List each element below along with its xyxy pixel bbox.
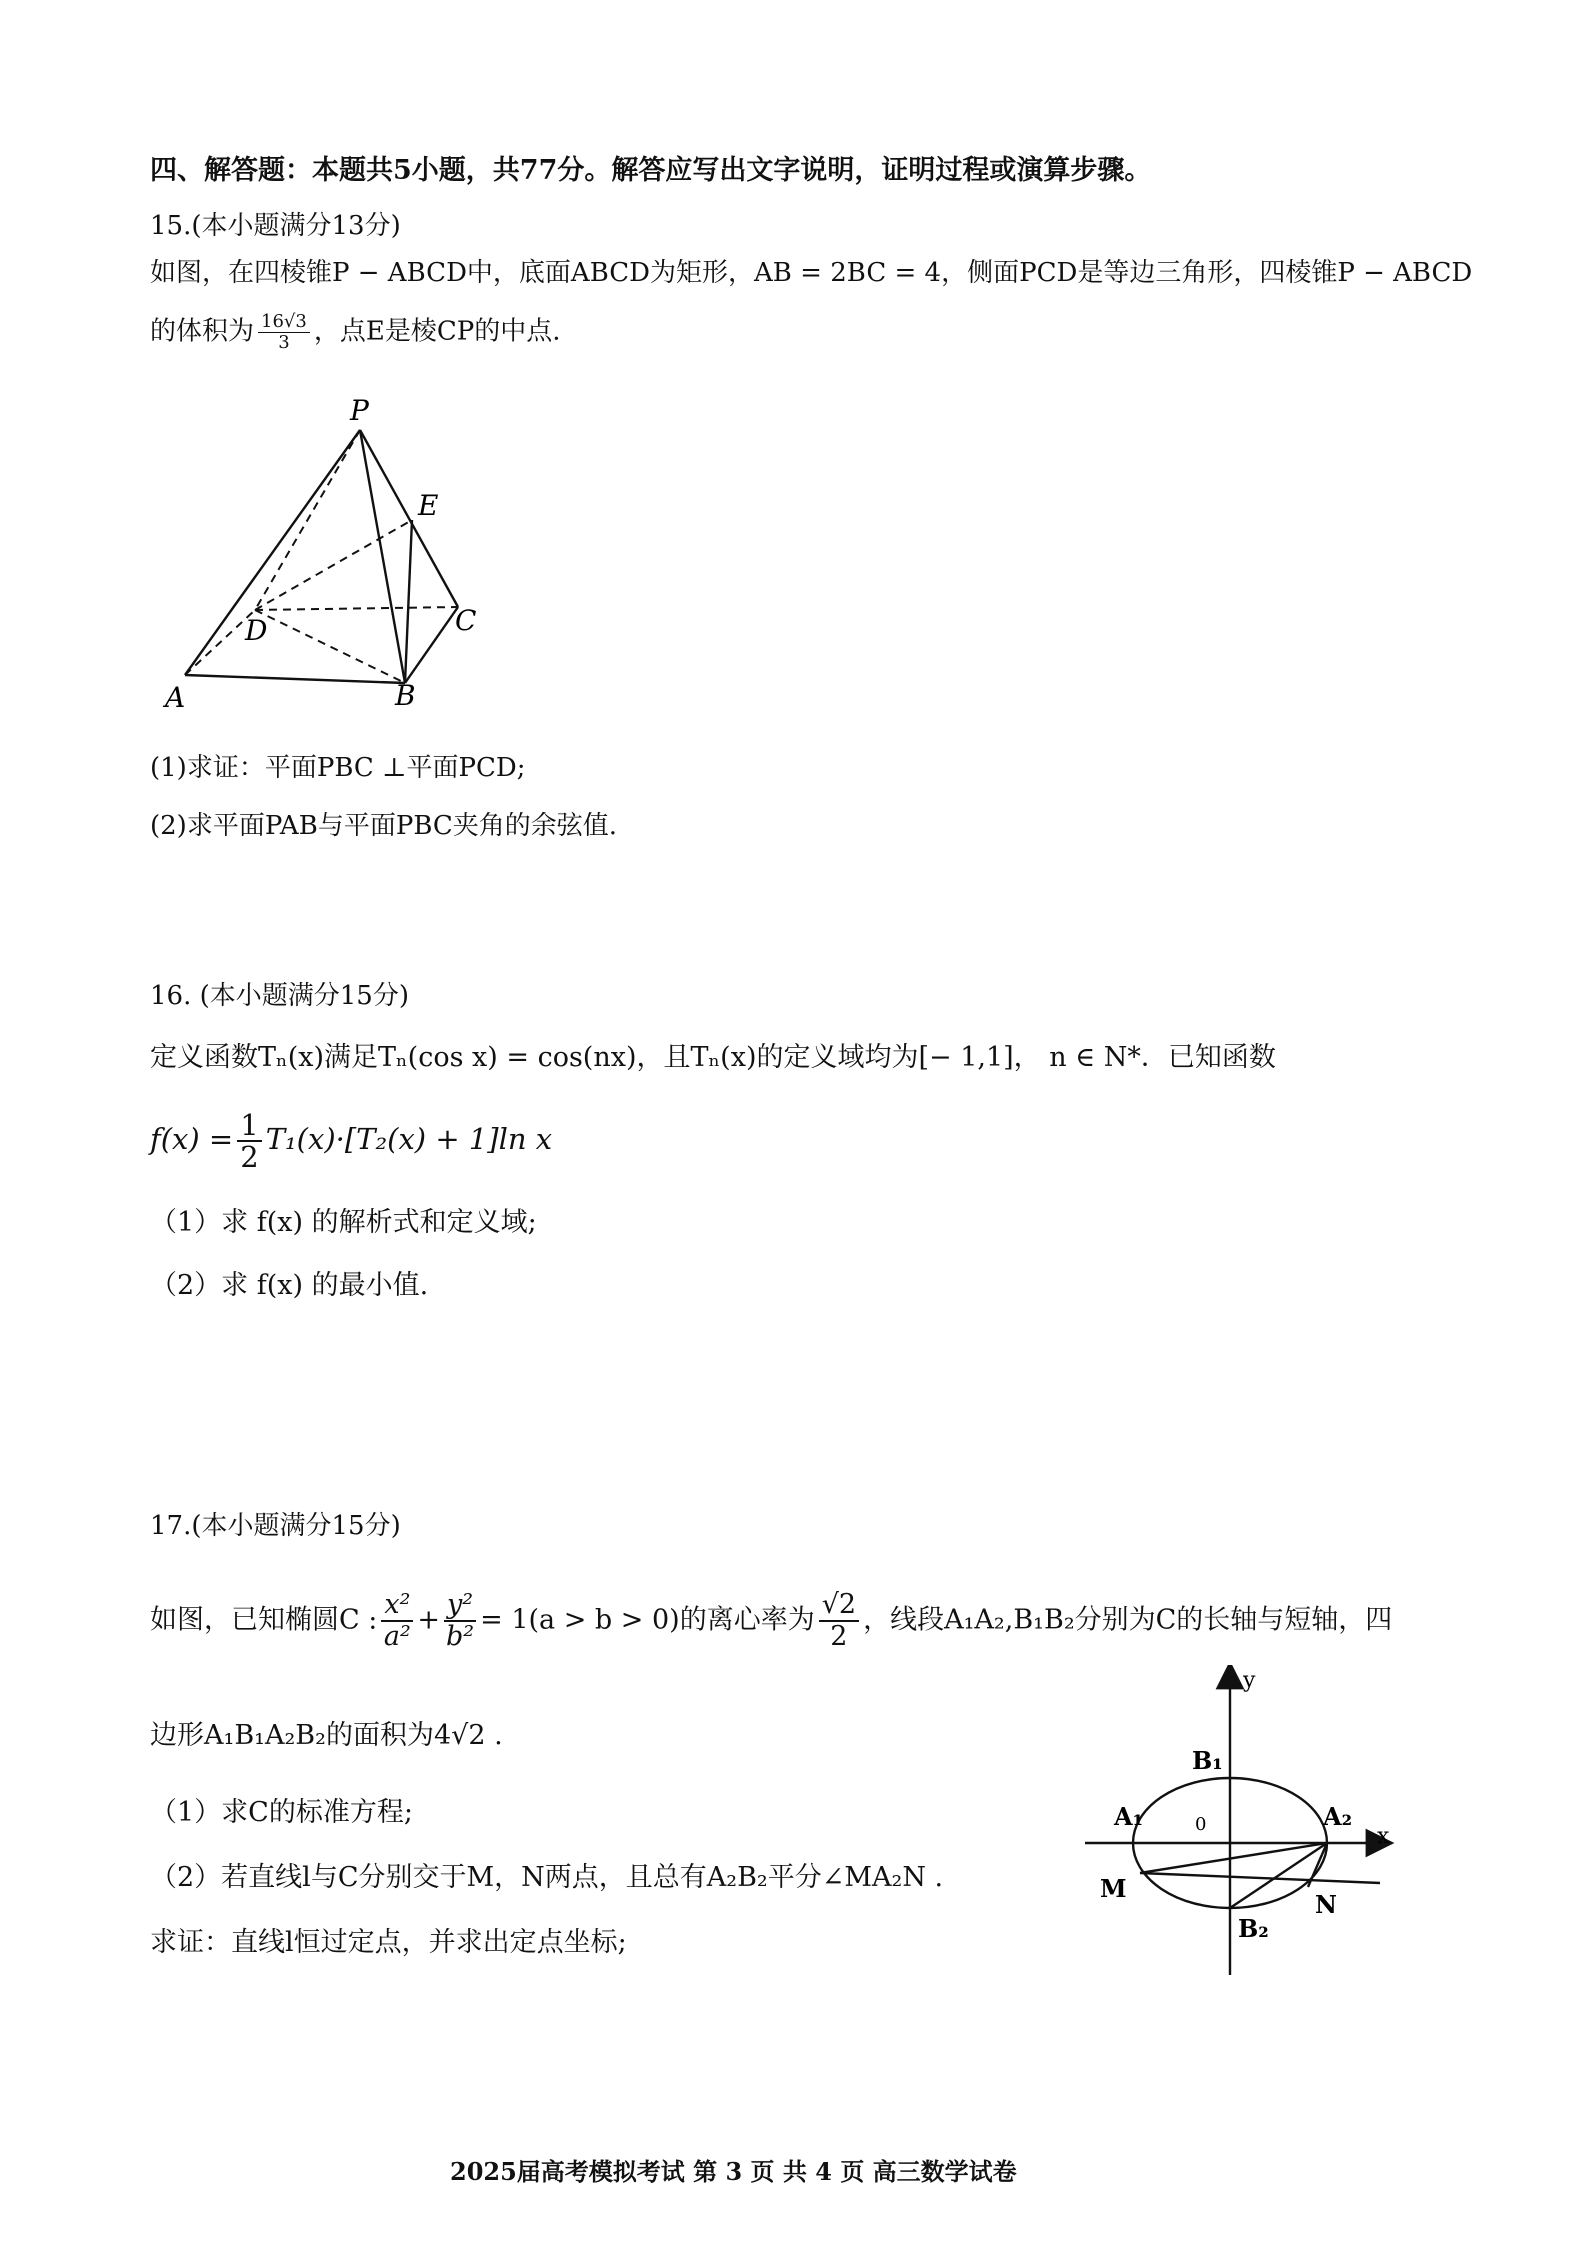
q17-part1: （1）求C的标准方程;	[150, 1797, 413, 1828]
label-y: y	[1243, 1668, 1256, 1693]
q15-part2: (2)求平面PAB与平面PBC夹角的余弦值.	[150, 811, 618, 841]
q16-half-fraction	[237, 1110, 261, 1172]
label-d: D	[245, 614, 268, 647]
page-footer: 2025届高考模拟考试 第 3 页 共 4 页 高三数学试卷	[450, 2157, 1017, 2186]
edge-pb	[360, 430, 405, 683]
edge-dc	[255, 607, 458, 610]
label-n: N	[1315, 1890, 1337, 1919]
label-m: M	[1100, 1874, 1127, 1903]
edge-bc	[405, 607, 458, 683]
q17-line1-a: 如图，已知椭圆C :	[150, 1604, 378, 1636]
edge-ab	[185, 675, 405, 683]
edge-db	[255, 610, 405, 683]
q17-x2-num: x²	[381, 1590, 413, 1622]
q17-stem-line2: 边形A₁B₁A₂B₂的面积为4√2 .	[150, 1720, 503, 1751]
q15-vol-num: 16√3	[258, 312, 310, 333]
q17-ecc-fraction	[819, 1590, 859, 1652]
q15-line2-pre: 的体积为	[150, 316, 255, 347]
q15-title: 15.(本小题满分13分)	[150, 211, 401, 241]
q16-function-def	[150, 1110, 552, 1172]
q16-f-num: 1	[237, 1110, 261, 1142]
q17-e-num: √2	[819, 1590, 859, 1622]
label-a2: A₂	[1323, 1802, 1353, 1831]
label-p: P	[350, 394, 369, 427]
q16-f-lhs: f(x) =	[150, 1122, 234, 1156]
q16-part2: （2）求 f(x) 的最小值.	[150, 1270, 429, 1301]
edge-pd	[255, 430, 360, 610]
q17-stem-line1	[150, 1590, 1392, 1652]
label-e: E	[418, 489, 439, 522]
q17-line1-b: = 1(a > b > 0)的离心率为	[480, 1604, 815, 1636]
label-b1: B₁	[1192, 1746, 1223, 1775]
label-c: C	[455, 604, 477, 637]
pyramid-figure	[150, 385, 510, 725]
q17-title: 17.(本小题满分15分)	[150, 1511, 401, 1541]
section-header: 四、解答题：本题共5小题，共77分。解答应写出文字说明，证明过程或演算步骤。	[150, 155, 1152, 186]
label-x: x	[1377, 1824, 1390, 1849]
q17-y2-fraction	[444, 1590, 476, 1652]
q16-title: 16. (本小题满分15分)	[150, 981, 409, 1011]
q17-line1-c: ，线段A₁A₂,B₁B₂分别为C的长轴与短轴，四	[863, 1604, 1393, 1636]
q15-volume-fraction	[258, 312, 310, 353]
edge-be	[405, 520, 412, 683]
q15-vol-den: 3	[278, 332, 290, 353]
label-b: B	[395, 679, 416, 712]
q17-part2: （2）若直线l与C分别交于M，N两点，且总有A₂B₂平分∠MA₂N .	[150, 1862, 944, 1893]
label-a1: A₁	[1114, 1802, 1144, 1831]
line-ma2	[1140, 1843, 1327, 1873]
q17-part2b: 求证：直线l恒过定点，并求出定点坐标;	[150, 1927, 627, 1958]
edge-pa	[185, 430, 360, 675]
label-origin: 0	[1195, 1814, 1207, 1835]
q16-part1: （1）求 f(x) 的解析式和定义域;	[150, 1207, 537, 1238]
ellipse-figure	[1080, 1665, 1420, 1995]
q15-part1: (1)求证：平面PBC ⊥平面PCD;	[150, 753, 526, 783]
q15-stem-line2	[150, 312, 560, 353]
label-b2: B₂	[1238, 1914, 1269, 1943]
line-l	[1140, 1873, 1380, 1883]
q15-stem-line1: 如图，在四棱锥P − ABCD中，底面ABCD为矩形，AB = 2BC = 4，侧面PCD是等边三角形，四棱锥P − ABCD	[150, 258, 1473, 288]
label-a: A	[165, 681, 186, 714]
q16-f-den: 2	[240, 1140, 259, 1174]
q16-f-rhs: T₁(x)·[T₂(x) + 1]ln x	[265, 1122, 553, 1156]
q17-x2-fraction	[381, 1590, 413, 1652]
q17-x2-den: a²	[383, 1621, 411, 1652]
q17-y2-den: b²	[446, 1621, 475, 1652]
q17-plus: +	[417, 1604, 441, 1636]
q17-y2-num: y²	[444, 1590, 476, 1622]
q15-line2-post: ，点E是棱CP的中点.	[313, 316, 561, 347]
q17-e-den: 2	[830, 1621, 848, 1652]
q16-stem-line1: 定义函数Tₙ(x)满足Tₙ(cos x) = cos(nx)，且Tₙ(x)的定义域均为[− 1,1]， n ∈ N*．已知函数	[150, 1042, 1276, 1073]
